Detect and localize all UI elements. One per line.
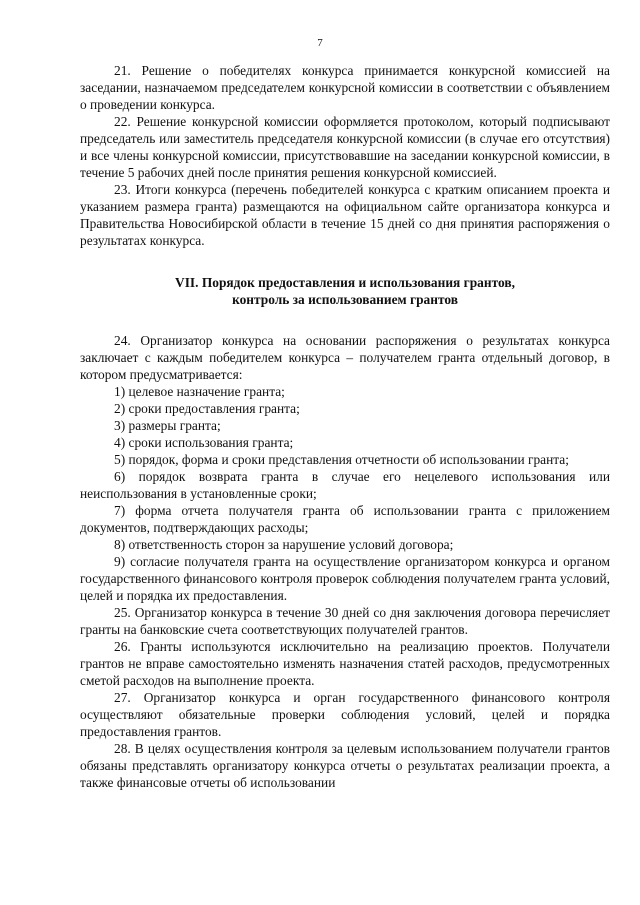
list-item-9: 9) согласие получателя гранта на осуществление организатором конкурса и органом государственного финансового контроля проверок соблюдения получателем гранта условий, целей и порядка их предоставления.	[80, 554, 610, 603]
document-body	[80, 62, 610, 791]
list-item-8: 8) ответственность сторон за нарушение условий договора;	[114, 537, 454, 552]
section-heading-line-1: VII. Порядок предоставления и использования грантов,	[175, 275, 515, 290]
paragraph-23: 23. Итоги конкурса (перечень победителей конкурса с кратким описанием проекта и указанием размера гранта) размещаются на официальном сайте организатора конкурса и Правительства Новосибирской области в течение 15 дней со дня принятия распоряжения о результатах конкурса.	[80, 182, 610, 248]
paragraph-27: 27. Организатор конкурса и орган государственного финансового контроля осуществляют обязательные проверки соблюдения условий, целей и порядка предоставления грантов.	[80, 690, 610, 739]
paragraph-21: 21. Решение о победителях конкурса принимается конкурсной комиссией на заседании, назначаемом председателем конкурсной комиссии в соответствии с объявлением о проведении конкурса.	[80, 63, 610, 112]
list-item-4: 4) сроки использования гранта;	[114, 435, 294, 450]
list-item-7: 7) форма отчета получателя гранта об использовании гранта с приложением документов, подтверждающих расходы;	[80, 503, 610, 535]
list-item-5: 5) порядок, форма и сроки представления отчетности об использовании гранта;	[114, 452, 569, 467]
paragraph-22: 22. Решение конкурсной комиссии оформляется протоколом, который подписывают председатель или заместитель председателя конкурсной комиссии (в случае его отсутствия) и все члены конкурсной комиссии, присутствовавшие на заседании конкурсной комиссии, в течение 5 рабочих дней после принятия решения конкурсной комиссией.	[80, 114, 610, 180]
paragraph-28: 28. В целях осуществления контроля за целевым использованием получатели грантов обязаны представлять организатору конкурса отчеты о результатах реализации проекта, а также финансовые отчеты об использовании	[80, 741, 610, 790]
list-item-2: 2) сроки предоставления гранта;	[114, 401, 300, 416]
page-number: 7	[317, 37, 323, 49]
paragraph-26: 26. Гранты используются исключительно на реализацию проектов. Получатели грантов не вправе самостоятельно изменять назначения статей расходов, предусмотренных сметой расходов на выполнение проекта.	[80, 639, 610, 688]
paragraph-25: 25. Организатор конкурса в течение 30 дней со дня заключения договора перечисляет гранты на банковские счета соответствующих получателей грантов.	[80, 605, 610, 637]
list-item-1: 1) целевое назначение гранта;	[114, 384, 285, 399]
section-heading	[80, 274, 610, 308]
list-item-3: 3) размеры гранта;	[114, 418, 221, 433]
section-heading-line-2: контроль за использованием грантов	[232, 292, 458, 307]
paragraph-24: 24. Организатор конкурса на основании распоряжения о результатах конкурса заключает с каждым победителем конкурса – получателем гранта отдельный договор, в котором предусматривается:	[80, 333, 610, 382]
list-item-6: 6) порядок возврата гранта в случае его нецелевого использования или неиспользования в установленные сроки;	[80, 469, 610, 501]
